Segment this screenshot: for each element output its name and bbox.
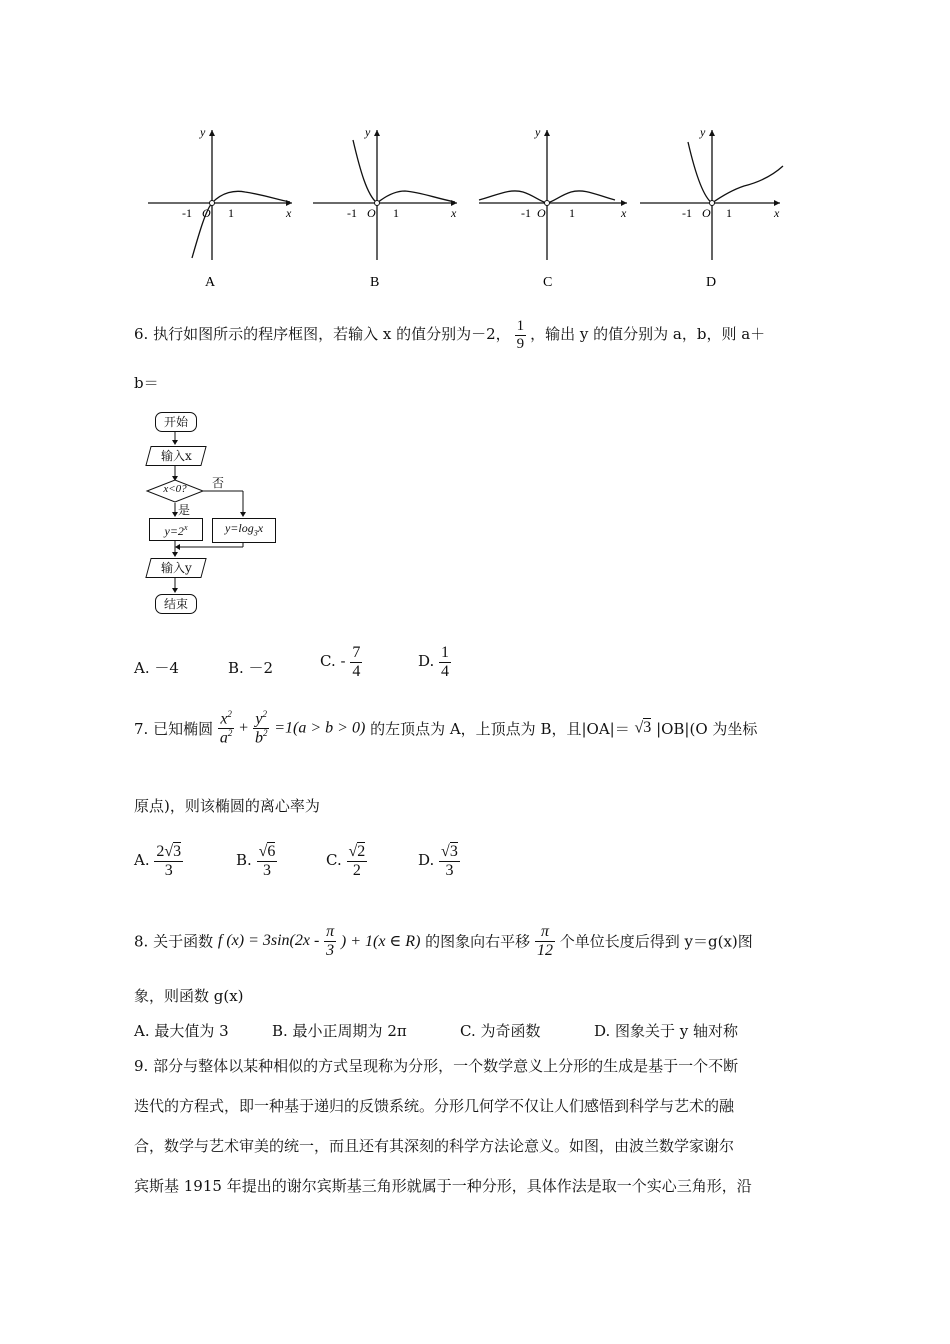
graph-d	[640, 125, 783, 290]
graph-d-one: 1	[726, 206, 732, 220]
flow-no-label: 否	[212, 476, 225, 490]
q7-option-d	[418, 843, 460, 879]
q7-a-frac: $\frac{2√3}{3}$	[156, 843, 182, 879]
graph-d-neg-one: -1	[682, 206, 692, 220]
flow-end: 结束	[155, 594, 197, 614]
q6-text-part1: 6. 执行如图所示的程序框图，若输入 x 的值分别为－2，	[134, 325, 511, 343]
q8-pi: π	[326, 923, 335, 940]
q7-frac-x	[218, 710, 235, 747]
q7-x: x	[220, 710, 228, 728]
graph-a	[148, 125, 292, 290]
graph-b-origin: O	[367, 206, 376, 220]
q6-option-c	[320, 644, 362, 680]
flow-right-box-sub: 3	[253, 528, 258, 538]
graph-b	[313, 125, 457, 290]
graph-c-neg-one: -1	[521, 206, 531, 220]
flow-start: 开始	[155, 412, 197, 432]
graph-c-one: 1	[569, 206, 575, 220]
q8-mid: 的图象向右平移	[425, 932, 531, 951]
q6-option-a: A. －4	[134, 659, 179, 677]
q7-a-den: 3	[164, 861, 173, 879]
q8-pi-2: π	[535, 923, 555, 942]
q7-line2: 原点)，则该椭圆的离心率为	[134, 797, 320, 815]
q7-sqrt: √3	[634, 719, 652, 737]
graph-c-origin: O	[537, 206, 546, 220]
graph-a-neg-one: -1	[182, 206, 192, 220]
flow-left-box-sup: x	[183, 523, 188, 532]
flow-output-label: 输入y	[160, 561, 192, 575]
graph-a-label: A	[205, 275, 216, 290]
q7-a-prefix: A.	[134, 851, 150, 870]
q7-sqrt-value: 3	[643, 719, 652, 737]
flow-right-box-var: x	[257, 521, 264, 535]
q9-line-3: 合，数学与艺术审美的统一，而且还有其深刻的科学方法论意义。如图，由波兰数学家谢尔	[134, 1137, 735, 1155]
q8-twelve: 12	[536, 941, 553, 959]
q7-b-den: 3	[262, 861, 271, 879]
graph-c-label: C	[543, 275, 553, 290]
q7-option-b	[236, 843, 277, 879]
q6-option-b: B. －2	[228, 659, 274, 677]
graph-a-x-label: x	[286, 206, 292, 220]
flow-right-box-label: y=log	[224, 521, 254, 535]
graph-d-label: D	[706, 275, 717, 290]
graph-b-neg-one: -1	[347, 206, 357, 220]
q6-d-den: 4	[441, 662, 450, 680]
q7-y-sq: 2	[262, 709, 268, 719]
q6-option-c-frac	[350, 644, 362, 680]
q7-y: y	[255, 710, 263, 728]
graph-b-y-label: y	[365, 125, 371, 139]
q8-function: f (x) = 3sin(2x -	[217, 932, 320, 950]
graph-b-one: 1	[393, 206, 399, 220]
q6-option-d-frac	[439, 644, 451, 680]
q8-option-d: D. 图象关于 y 轴对称	[594, 1022, 739, 1040]
q6-option-d	[418, 644, 451, 680]
q7-a-coef: 2	[156, 843, 165, 860]
q7-d-root: 3	[449, 843, 458, 860]
q7-d-prefix: D.	[418, 851, 435, 870]
graph-b-x-label: x	[451, 206, 457, 220]
flow-left-box-label: y=2	[164, 524, 184, 538]
q8-lead: 8. 关于函数	[134, 932, 214, 951]
q7-b-sq: 2	[262, 727, 268, 738]
q8-option-c: C. 为奇函数	[460, 1022, 541, 1040]
q7-b-root: 6	[267, 843, 276, 860]
graph-a-y-label: y	[200, 125, 206, 139]
q6-text-part2: ，输出 y 的值分别为 a，b，则 a＋	[530, 325, 766, 343]
q6-option-c-prefix: C. -	[320, 652, 346, 671]
q8-option-b: B. 最小正周期为 2π	[272, 1022, 407, 1040]
q7-b-prefix: B.	[236, 851, 252, 870]
flow-yes-label: 是	[178, 503, 191, 517]
q7-a: a	[219, 729, 228, 747]
q7-option-c	[326, 843, 367, 879]
q7-c-prefix: C.	[326, 851, 342, 870]
q7-equation-rest: =1(a > b > 0)	[274, 719, 366, 737]
q6-frac-den: 9	[516, 335, 525, 352]
q7-tail: |OB|(O 为坐标	[656, 719, 758, 738]
q7-mid: 的左顶点为 A，上顶点为 B，且|OA|＝	[370, 719, 630, 738]
q7-text	[134, 710, 757, 747]
q8-frac-pi3	[324, 923, 336, 959]
q7-lead: 7. 已知椭圆	[134, 719, 214, 738]
q7-c-root: 2	[357, 843, 366, 860]
q8-after: ) + 1(x ∈ R)	[340, 933, 421, 951]
graph-d-y-label: y	[700, 125, 706, 139]
q8-frac-pi12	[535, 923, 555, 959]
q7-c-den: 2	[352, 861, 361, 879]
q6-c-den: 4	[352, 662, 361, 680]
q7-b: b	[254, 729, 263, 747]
graph-a-one: 1	[228, 206, 234, 220]
graph-c	[479, 125, 627, 290]
q6-d-num: 1	[441, 644, 450, 661]
q6-text-line2: b＝	[134, 374, 159, 392]
flow-left-box	[149, 518, 203, 541]
q7-frac-y	[253, 710, 270, 747]
graphs-figure	[140, 120, 800, 300]
q9-line-4: 宾斯基 1915 年提出的谢尔宾斯基三角形就属于一种分形，具体作法是取一个实心三角形，沿	[134, 1177, 752, 1195]
q8-tail: 个单位长度后得到 y＝g(x)图	[559, 932, 753, 951]
flow-output	[145, 558, 206, 578]
q7-a-root: 3	[173, 843, 182, 860]
q7-a-sq: 2	[227, 727, 233, 738]
q6-fraction	[515, 318, 527, 352]
q6-c-num: 7	[352, 644, 361, 661]
graph-d-x-label: x	[774, 206, 780, 220]
q6-frac-num: 1	[516, 318, 525, 334]
graph-b-label: B	[370, 275, 380, 290]
q7-c-frac: $\frac{√2}{2}$	[348, 843, 366, 879]
q6-flowchart	[140, 410, 280, 620]
graph-d-origin: O	[702, 206, 711, 220]
q7-d-den: 3	[445, 861, 454, 879]
graph-c-y-label: y	[535, 125, 541, 139]
q9-line-2: 迭代的方程式，即一种基于递归的反馈系统。分形几何学不仅让人们感悟到科学与艺术的融	[134, 1097, 735, 1115]
q7-plus: +	[239, 719, 249, 737]
q8-option-a: A. 最大值为 3	[134, 1022, 229, 1040]
q7-d-frac: $\frac{√3}{3}$	[441, 843, 458, 879]
q7-option-a	[134, 843, 183, 879]
graph-c-x-label: x	[621, 206, 627, 220]
q7-b-frac: $\frac{√6}{3}$	[258, 843, 276, 879]
q6-text	[134, 318, 765, 352]
flowchart-lines	[140, 410, 280, 620]
graph-a-origin: O	[202, 206, 211, 220]
flow-condition: x<0?	[163, 483, 187, 495]
q8-three: 3	[326, 941, 335, 959]
q9-line-1: 9. 部分与整体以某种相似的方式呈现称为分形，一个数学意义上分形的生成是基于一个不断	[134, 1057, 739, 1075]
q6-option-d-prefix: D.	[418, 652, 435, 671]
q8-text	[134, 923, 753, 959]
flow-input-label: 输入x	[160, 449, 192, 463]
q8-line2: 象，则函数 g(x)	[134, 987, 244, 1005]
flow-right-box	[212, 518, 276, 543]
flow-input	[145, 446, 206, 466]
q7-x-sq: 2	[227, 709, 232, 719]
